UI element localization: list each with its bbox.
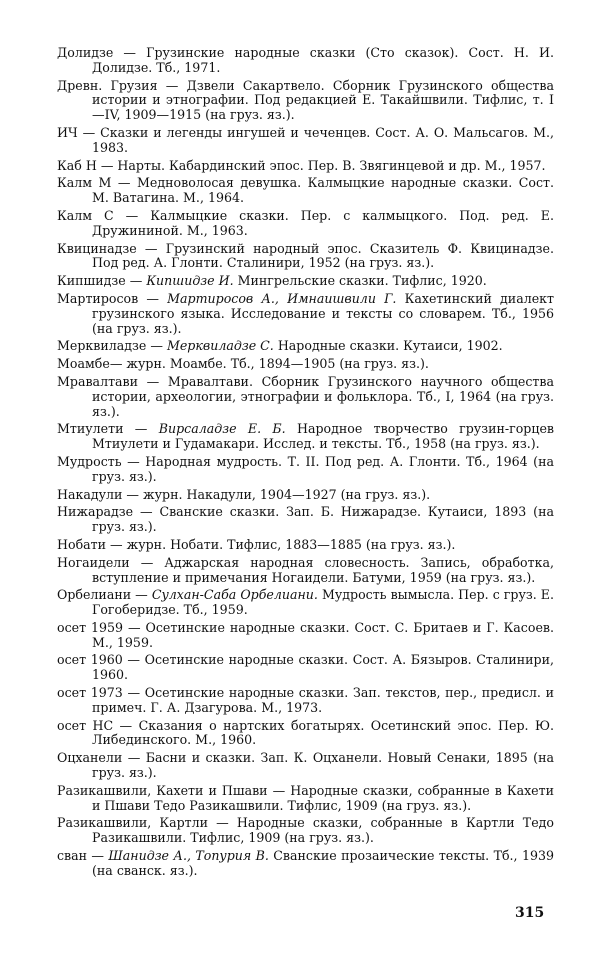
bibliography-entry bbox=[57, 46, 554, 76]
bibliography-entry bbox=[57, 488, 554, 503]
bibliography-entry bbox=[57, 719, 554, 749]
bibliography-list bbox=[57, 46, 554, 882]
entry-after-text: Сванские прозаические тексты. Тб., 1939 (на сванск. яз.). bbox=[92, 848, 554, 878]
entry-italic-text: Сулхан-Саба Орбелиани. bbox=[151, 587, 318, 603]
bibliography-entry bbox=[57, 159, 554, 174]
entry-before-text: осет НС — Сказания о нартских богатырях. Осетинский эпос. Пер. Ю. Либединского. М., 1960. bbox=[57, 717, 554, 748]
entry-italic-text: Шанидзе А., Топурия В. bbox=[108, 848, 269, 864]
entry-before-text: Калм М — Медноволосая девушка. Калмыцкие народные сказки. Сост. М. Ватагина. М., 1964. bbox=[57, 175, 554, 206]
entry-before-text: Кипшидзе — bbox=[57, 273, 147, 289]
entry-italic-text: Мерквиладзе С. bbox=[166, 338, 274, 354]
entry-before-text: Ногаидели — Аджарская народная словесность. Запись, обработка, вступление и примечания Ногаидели. Батуми, 1959 (на груз. яз.). bbox=[57, 554, 554, 585]
bibliography-entry bbox=[57, 653, 554, 683]
entry-before-text: Мартиросов — bbox=[57, 290, 168, 306]
entry-before-text: Мравалтави — Мравалтави. Сборник Грузинского научного общества истории, археологии, этнографии и фольклора. Тб., I, 1964 (на груз. яз.). bbox=[57, 373, 554, 419]
entry-before-text: осет 1973 — Осетинские народные сказки. Зап. текстов, пер., предисл. и примеч. Г. А. Дзагурова. М., 1973. bbox=[57, 685, 554, 715]
bibliography-entry bbox=[57, 505, 554, 535]
entry-before-text: Мтиулети — bbox=[57, 421, 159, 437]
bibliography-entry bbox=[57, 588, 554, 618]
entry-before-text: Нижарадзе — Сванские сказки. Зап. Б. Нижарадзе. Кутаиси, 1893 (на груз. яз.). bbox=[57, 504, 554, 535]
entry-before-text: Нобати — журн. Нобати. Тифлис, 1883—1885 (на груз. яз.). bbox=[57, 536, 456, 552]
entry-before-text: осет 1959 — Осетинские народные сказки. Сост. С. Бритаев и Г. Касоев. М., 1959. bbox=[57, 619, 554, 650]
entry-italic-text: Кипшидзе И. bbox=[146, 273, 234, 289]
entry-before-text: Моамбе— журн. Моамбе. Тб., 1894—1905 (на груз. яз.). bbox=[57, 356, 429, 372]
entry-before-text: Долидзе — Грузинские народные сказки (Сто сказок). Сост. Н. И. Долидзе. Тб., 1971. bbox=[57, 45, 554, 75]
bibliography-entry bbox=[57, 126, 554, 156]
bibliography-entry bbox=[57, 209, 554, 239]
entry-after-text: Народные сказки. Кутаиси, 1902. bbox=[273, 338, 503, 354]
bibliography-entry bbox=[57, 784, 554, 814]
entry-before-text: Разикашвили, Картли — Народные сказки, собранные в Картли Тедо Разикашвили. Тифлис, 1909 (на груз. яз.). bbox=[57, 815, 554, 846]
bibliography-entry bbox=[57, 339, 554, 354]
entry-before-text: Оцханели — Басни и сказки. Зап. К. Оцханели. Новый Сенаки, 1895 (на груз. яз.). bbox=[57, 750, 554, 781]
entry-before-text: осет 1960 — Осетинские народные сказки. Сост. А. Бязыров. Сталинири, 1960. bbox=[57, 652, 554, 683]
bibliography-entry bbox=[57, 816, 554, 846]
entry-before-text: Древн. Грузия — Дзвели Сакартвело. Сборник Грузинского общества истории и этнографии. Под редакцией Е. Такайшвили. Тифлис, т. I—IV, 1909—1915 (на груз. яз.). bbox=[57, 77, 554, 123]
bibliography-entry bbox=[57, 621, 554, 651]
entry-before-text: Квицинадзе — Грузинский народный эпос. Сказитель Ф. Квицинадзе. Под ред. А. Глонти. Сталинири, 1952 (на груз. яз.). bbox=[57, 240, 554, 271]
entry-after-text: Мудрость вымысла. Пер. с груз. Е. Гогоберидзе. Тб., 1959. bbox=[92, 587, 554, 618]
entry-italic-text: Вирсаладзе Е. Б. bbox=[158, 421, 286, 437]
entry-after-text: Кахетинский диалект грузинского языка. Исследование и тексты со словарем. Тб., 1956 (на груз. яз.). bbox=[92, 290, 554, 336]
bibliography-entry bbox=[57, 292, 554, 336]
entry-before-text: ИЧ — Сказки и легенды ингушей и чеченцев. Сост. А. О. Мальсагов. М., 1983. bbox=[57, 124, 554, 155]
bibliography-entry bbox=[57, 849, 554, 879]
bibliography-entry bbox=[57, 79, 554, 123]
entry-before-text: Орбелиани — bbox=[57, 587, 152, 603]
bibliography-entry bbox=[57, 176, 554, 206]
entry-italic-text: Мартиросов А., Имнаишвили Г. bbox=[167, 290, 397, 306]
bibliography-entry bbox=[57, 274, 554, 289]
entry-before-text: Мерквиладзе — bbox=[57, 338, 167, 354]
entry-before-text: Калм С — Калмыцкие сказки. Пер. с калмыцкого. Под. ред. Е. Дружининой. М., 1963. bbox=[57, 207, 554, 238]
bibliography-entry bbox=[57, 538, 554, 553]
entry-before-text: сван — bbox=[57, 848, 109, 864]
bibliography-entry bbox=[57, 751, 554, 781]
entry-before-text: Мудрость — Народная мудрость. Т. II. Под ред. А. Глонти. Тб., 1964 (на груз. яз.). bbox=[57, 453, 554, 484]
bibliography-entry bbox=[57, 242, 554, 272]
entry-after-text: Мингрельские сказки. Тифлис, 1920. bbox=[233, 273, 487, 289]
bibliography-entry bbox=[57, 422, 554, 452]
entry-before-text: Каб Н — Нарты. Кабардинский эпос. Пер. В. Звягинцевой и др. М., 1957. bbox=[57, 157, 546, 173]
bibliography-entry bbox=[57, 556, 554, 586]
bibliography-entry bbox=[57, 375, 554, 419]
entry-before-text: Разикашвили, Кахети и Пшави — Народные сказки, собранные в Кахети и Пшави Тедо Разикашвили. Тифлис, 1909 (на груз. яз.). bbox=[57, 782, 554, 813]
bibliography-entry bbox=[57, 455, 554, 485]
entry-after-text: Народное творчество грузин-горцев Мтиулети и Гудамакари. Исслед. и тексты. Тб., 1958 (на груз. яз.). bbox=[92, 421, 555, 452]
page-number: 315 bbox=[515, 905, 545, 921]
bibliography-entry bbox=[57, 357, 554, 372]
entry-before-text: Накадули — журн. Накадули, 1904—1927 (на груз. яз.). bbox=[57, 486, 431, 502]
bibliography-entry bbox=[57, 686, 554, 716]
